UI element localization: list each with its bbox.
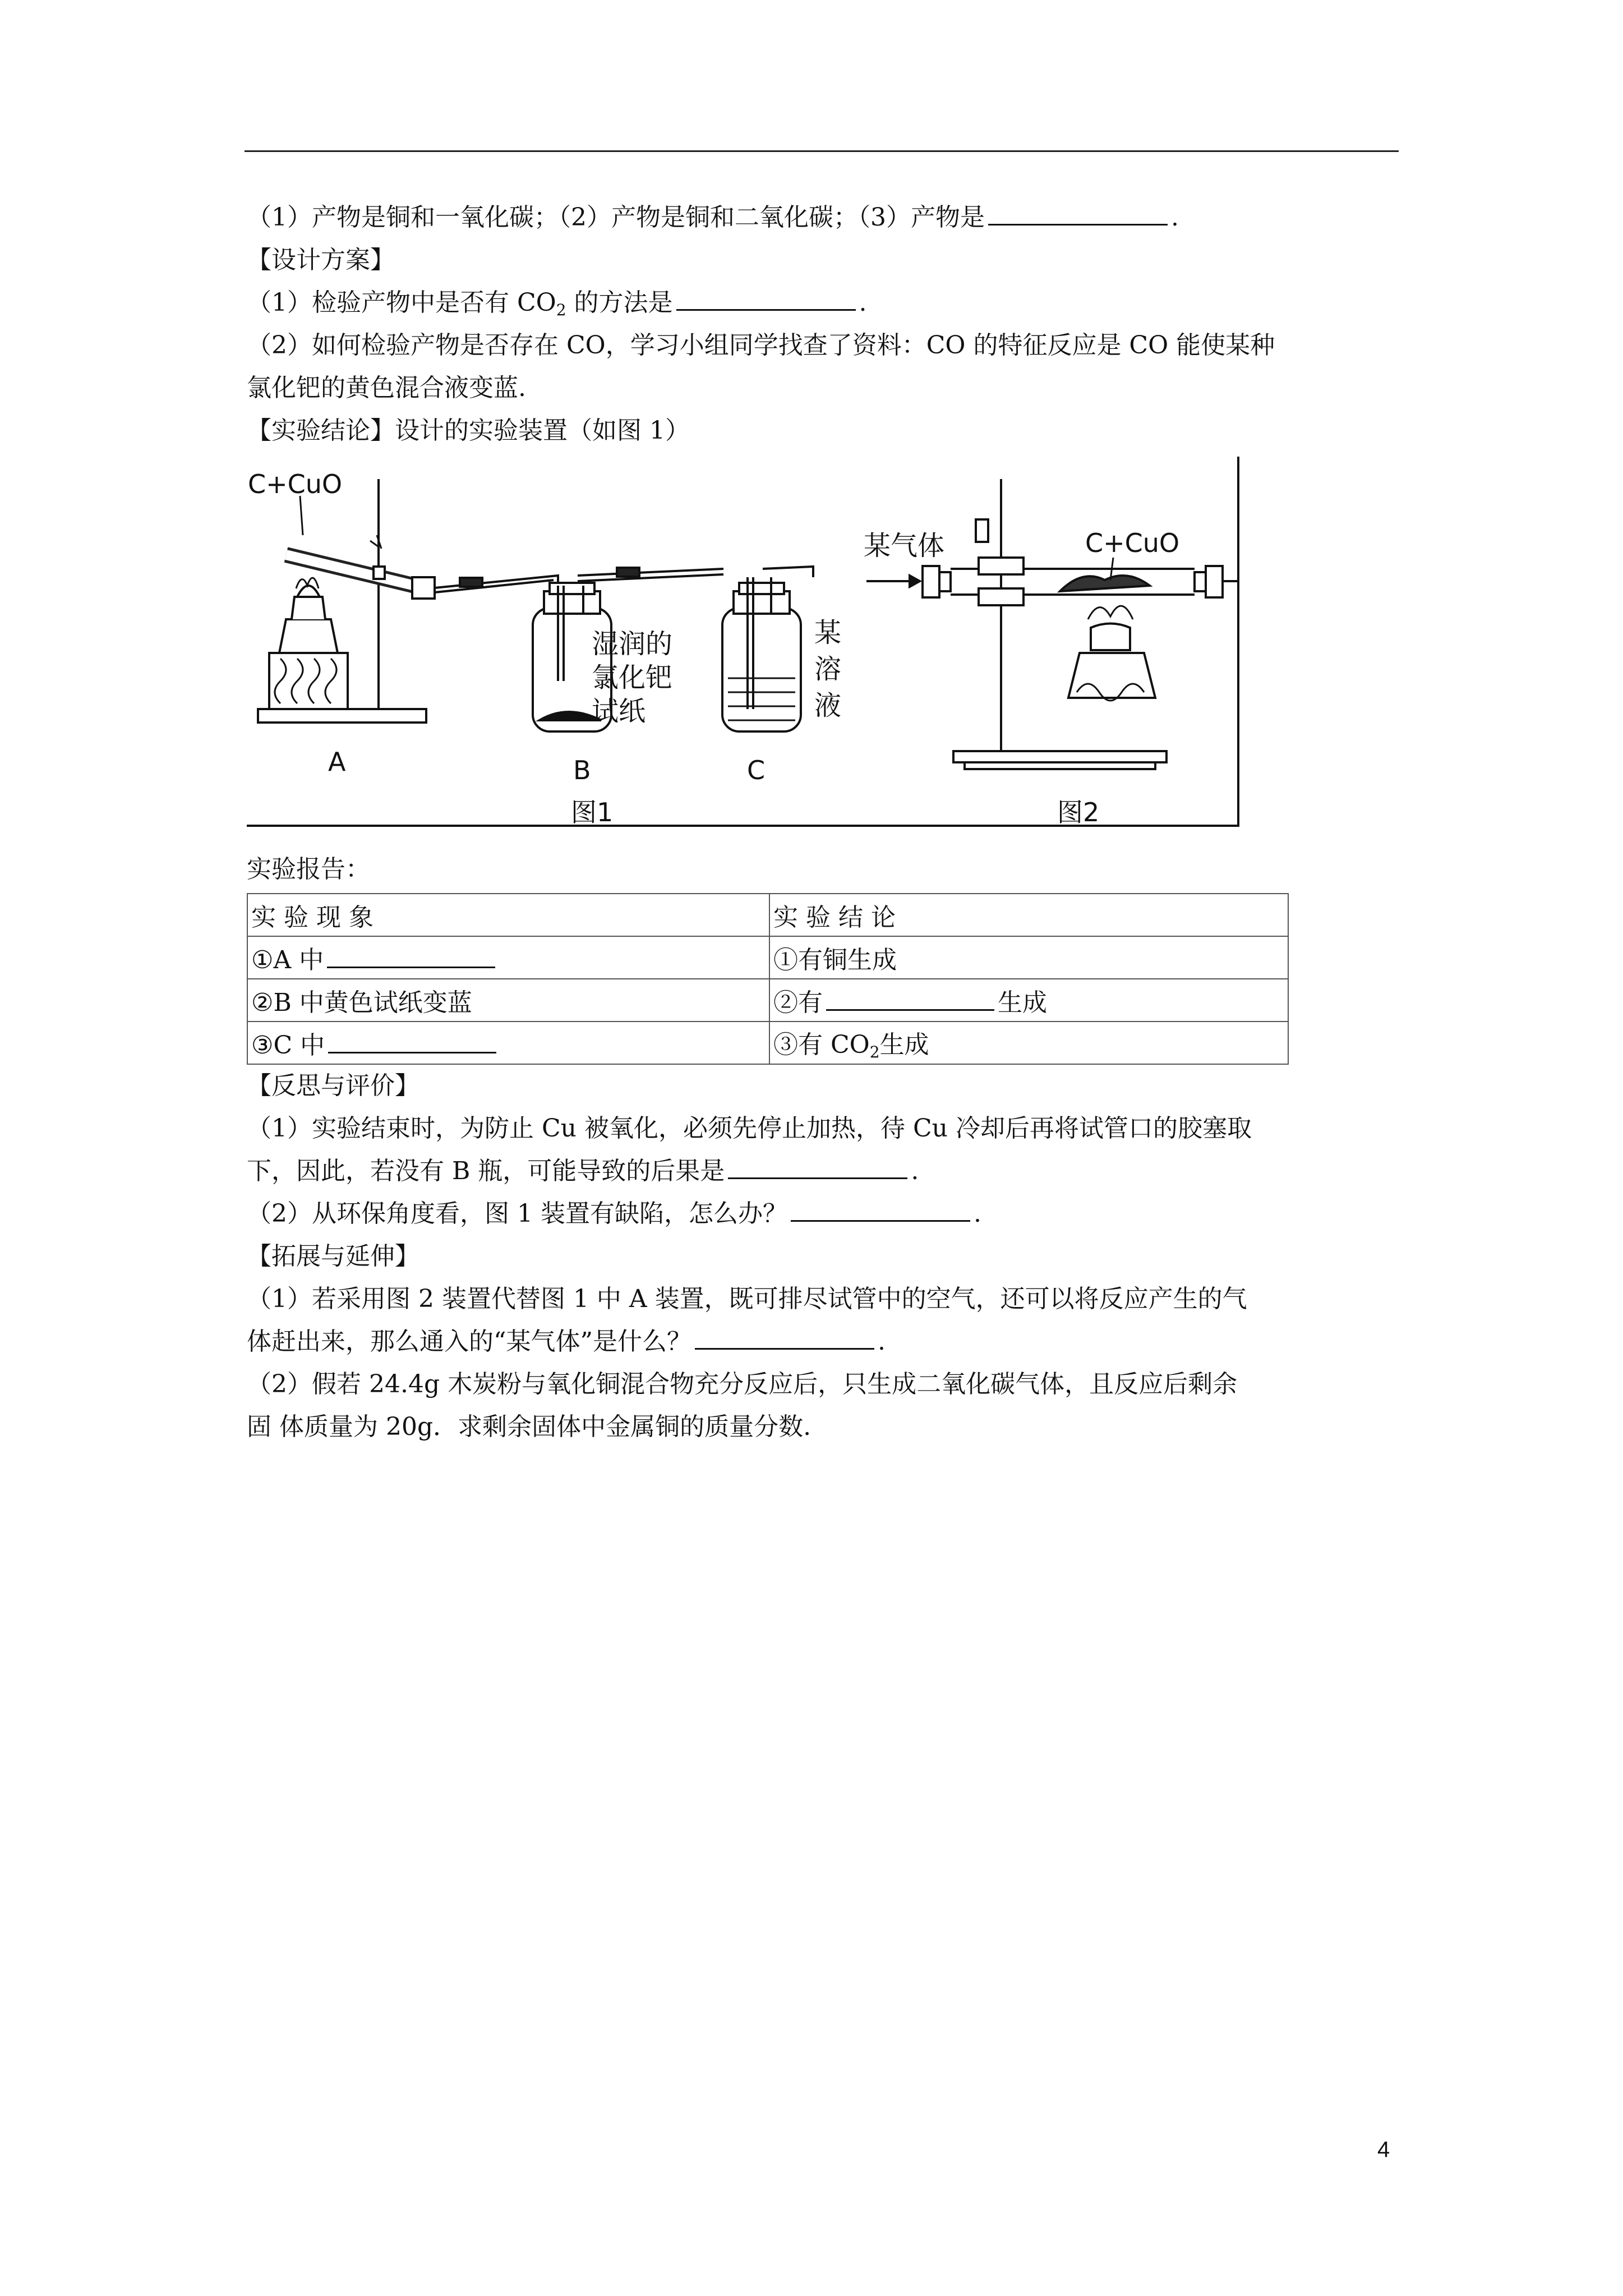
svg-text:湿润的: 湿润的: [592, 628, 673, 660]
hypotheses-line: （1）产物是铜和一氧化碳；（2）产物是铜和二氧化碳；（3）产物是 .: [247, 196, 1402, 239]
table-header-row: [247, 894, 1288, 936]
answer-blank[interactable]: [826, 987, 994, 1011]
conclusion-cell: ②有 生成: [769, 979, 1288, 1022]
extension-q1-line2: 体赶出来，那么通入的“某气体”是什么？ .: [247, 1320, 1402, 1363]
svg-text:某: 某: [814, 617, 842, 648]
label-a: A: [328, 747, 346, 777]
conclusion-cell: ③有 $CO_2$生成: [769, 1022, 1288, 1064]
table-row: [247, 1022, 1288, 1064]
extension-q2-line2: 固 体质量为 20g．求剩余固体中金属铜的质量分数.: [247, 1412, 811, 1441]
header-conclusion: 实 验 结 论: [769, 894, 1288, 936]
table-row: [247, 979, 1288, 1022]
reflection-q2: （2）从环保角度看，图 1 装置有缺陷，怎么办？ .: [247, 1193, 1402, 1235]
page-content: [247, 196, 1402, 1448]
table-row: [247, 936, 1288, 979]
svg-text:C+CuO: C+CuO: [1085, 528, 1180, 558]
design-q2-line2: 氯化钯的黄色混合液变蓝.: [247, 374, 526, 402]
conclusion-cell: ①有铜生成: [769, 936, 1288, 979]
answer-blank[interactable]: [988, 201, 1168, 226]
answer-blank[interactable]: [676, 287, 856, 311]
report-table: [247, 893, 1289, 1065]
design-q2-line1: （2）如何检验产物是否存在 CO，学习小组同学找查了资料：CO 的特征反应是 CO 能使某种: [247, 331, 1275, 360]
svg-text:溶: 溶: [814, 654, 842, 685]
extension-q1-line1: （1）若采用图 2 装置代替图 1 中 A 装置，既可排尽试管中的空气，还可以将反应产生的气: [247, 1285, 1247, 1313]
design-q1: （1）检验产物中是否有 $CO_2$ 的方法是 .: [247, 282, 1402, 324]
conclusion-heading: 【实验结论】设计的实验装置（如图 1）: [247, 416, 690, 445]
answer-blank[interactable]: [791, 1198, 970, 1222]
label-c-cuo: C+CuO: [248, 469, 343, 499]
apparatus-a: [248, 469, 435, 777]
reflection-q1-line1: （1）实验结束时，为防止 Cu 被氧化，必须先停止加热，待 Cu 冷却后再将试管口的胶塞取: [247, 1114, 1252, 1143]
apparatus-figure: [247, 457, 1239, 838]
apparatus-fig2: [864, 479, 1238, 827]
answer-blank[interactable]: [695, 1326, 874, 1350]
answer-blank[interactable]: [728, 1155, 907, 1179]
header-rule: [245, 150, 1399, 152]
extension-q2-line1: （2）假若 24.4g 木炭粉与氧化铜混合物充分反应后，只生成二氧化碳气体，且反应后剩余: [247, 1370, 1238, 1398]
bottle-c: [722, 577, 841, 785]
svg-text:液: 液: [814, 690, 842, 721]
hypotheses-text: （1）产物是铜和一氧化碳；（2）产物是铜和二氧化碳；（3）产物是: [247, 203, 985, 232]
page-number: 4: [1377, 2137, 1390, 2162]
bottle-b: [533, 583, 672, 785]
fig2-caption: 图2: [1057, 797, 1100, 827]
apparatus-diagram: [247, 457, 1239, 838]
header-phenomenon: 实 验 现 象: [247, 894, 769, 936]
answer-blank[interactable]: [328, 1029, 496, 1053]
fig1-caption: 图1: [571, 797, 614, 827]
svg-text:氯化钯: 氯化钯: [592, 662, 673, 693]
design-heading: 【设计方案】: [247, 246, 395, 274]
extension-heading: 【拓展与延伸】: [247, 1242, 419, 1271]
label-gas: 某气体: [864, 530, 945, 562]
report-label: 实验报告：: [247, 855, 370, 884]
svg-text:试纸: 试纸: [592, 696, 646, 727]
phenomenon-cell: ③C 中: [247, 1022, 769, 1064]
phenomenon-cell: ①A 中: [247, 936, 769, 979]
reflection-q1-line2: 下，因此，若没有 B 瓶，可能导致的后果是 .: [247, 1150, 1402, 1193]
label-b: B: [573, 755, 591, 785]
reflection-heading: 【反思与评价】: [247, 1071, 419, 1100]
phenomenon-cell: ②B 中黄色试纸变蓝: [247, 979, 769, 1022]
answer-blank[interactable]: [327, 944, 495, 968]
label-c: C: [747, 755, 766, 785]
